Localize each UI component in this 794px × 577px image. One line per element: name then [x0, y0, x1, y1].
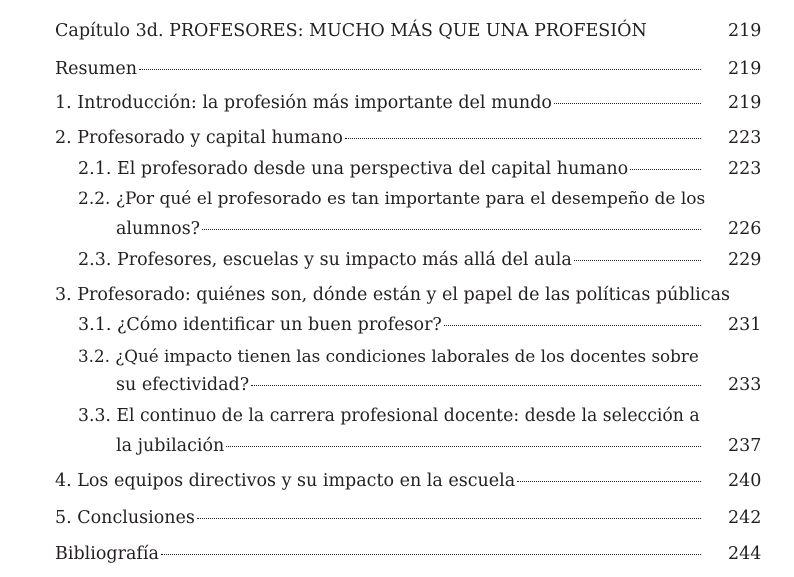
toc-entry-3-2-line1: 3.2. ¿Qué impacto tienen las condiciones laborales de los docentes sobre	[78, 346, 699, 366]
dot-leader	[139, 69, 701, 70]
toc-entry-5: 5. Conclusiones	[55, 503, 705, 533]
chapter-page-number: 219	[728, 21, 762, 41]
dot-leader	[517, 481, 701, 482]
dot-leader	[444, 325, 701, 326]
dot-leader	[345, 138, 701, 139]
toc-entry-3-3-line2: la jubilación	[116, 431, 705, 461]
page-number: 242	[728, 508, 762, 528]
toc-entry-2-3: 2.3. Profesores, escuelas y su impacto más allá del aula	[78, 245, 705, 275]
page-number: 226	[728, 219, 762, 239]
dot-leader	[630, 169, 701, 170]
toc-entry-1: 1. Introducción: la profesión más importante del mundo	[55, 88, 705, 118]
page-number: 244	[728, 544, 762, 564]
page-number: 229	[728, 250, 762, 270]
toc-entry-3-3-line1: 3.3. El continuo de la carrera profesional docente: desde la selección a	[78, 406, 700, 426]
page-number: 219	[728, 59, 762, 79]
chapter-title	[55, 16, 705, 46]
dot-leader	[574, 260, 701, 261]
page-number: 233	[728, 375, 762, 395]
dot-leader	[554, 103, 701, 104]
dot-leader	[226, 446, 701, 447]
page-number: 231	[728, 315, 762, 335]
toc-entry-3: 3. Profesorado: quiénes son, dónde están y el papel de las políticas públicas	[55, 285, 730, 305]
page-number: 223	[728, 159, 762, 179]
toc-entry-2-2-line1: 2.2. ¿Por qué el profesorado es tan importante para el desempeño de los	[78, 189, 706, 209]
page-number: 223	[728, 128, 762, 148]
dot-leader	[202, 229, 701, 230]
dot-leader	[197, 518, 701, 519]
toc-entry-bibliografia: Bibliografía	[55, 539, 705, 569]
dot-leader	[161, 554, 701, 555]
page-number: 219	[728, 93, 762, 113]
toc-entry-2-1: 2.1. El profesorado desde una perspectiva del capital humano	[78, 154, 705, 184]
toc-entry-4: 4. Los equipos directivos y su impacto en la escuela	[55, 466, 705, 496]
page-number: 240	[728, 471, 762, 491]
chapter-title-text: Capítulo 3d. PROFESORES: MUCHO MÁS QUE UNA PROFESIÓN	[55, 21, 647, 41]
dot-leader	[251, 385, 701, 386]
toc-entry-resumen: Resumen	[55, 54, 705, 84]
toc-entry-3-1: 3.1. ¿Cómo identificar un buen profesor?	[78, 310, 705, 340]
toc-entry-2: 2. Profesorado y capital humano	[55, 123, 705, 153]
page-number: 237	[728, 436, 762, 456]
toc-entry-2-2-line2: alumnos?	[116, 214, 705, 244]
toc-entry-3-2-line2: su efectividad?	[116, 370, 705, 400]
